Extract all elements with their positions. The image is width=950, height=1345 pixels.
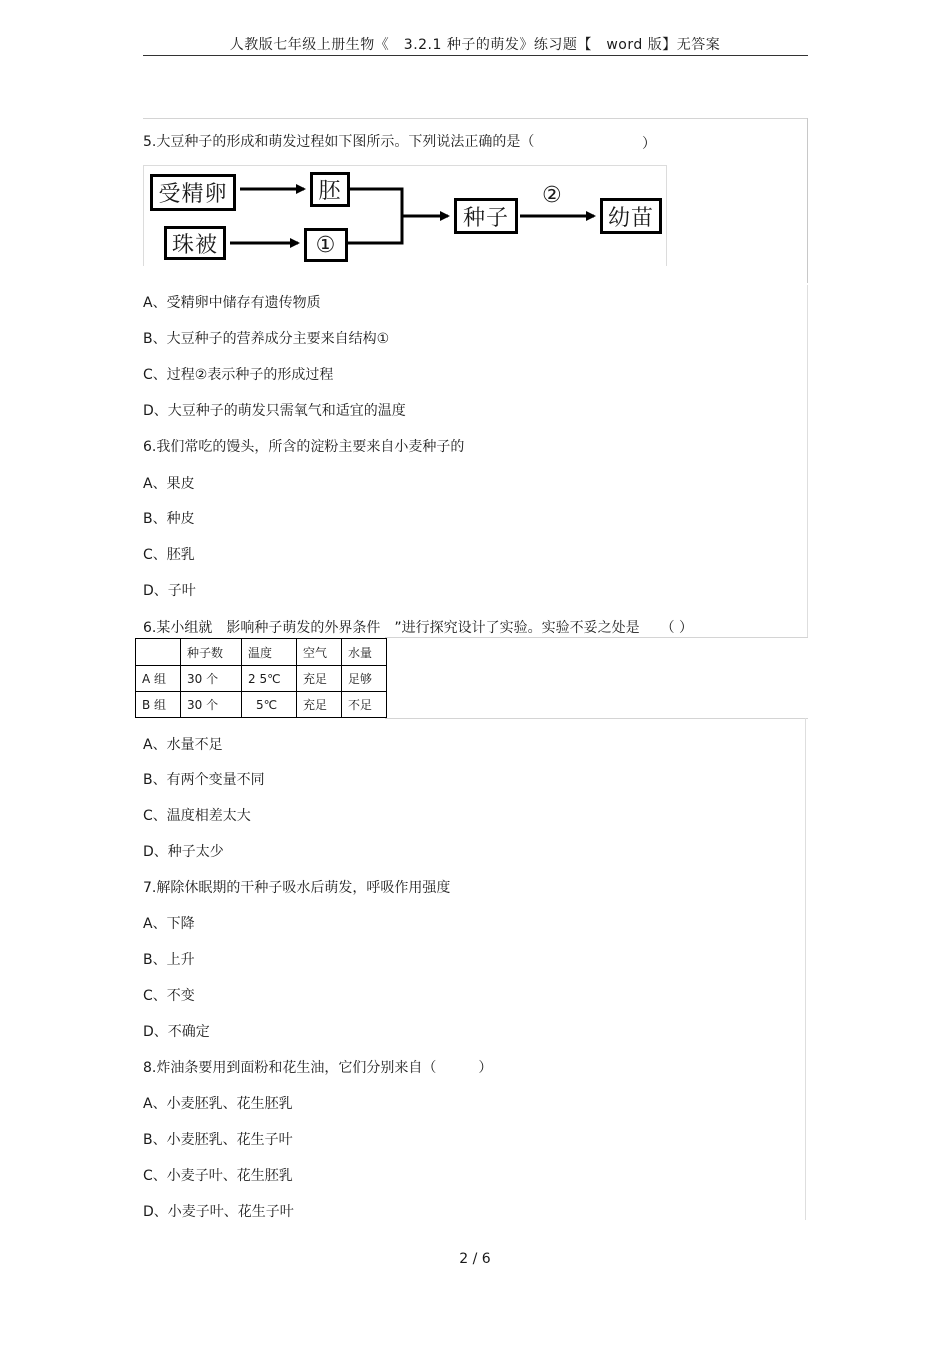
table-cell: 充足 xyxy=(297,666,342,692)
table-cell: 不足 xyxy=(342,692,387,718)
table-header-cell: 温度 xyxy=(242,639,297,666)
table-cell: A 组 xyxy=(136,666,181,692)
table-row xyxy=(136,666,387,692)
box-structure-1: ① xyxy=(304,228,348,262)
frame-line xyxy=(807,285,808,637)
question-8-option-c: C、小麦子叶、花生胚乳 xyxy=(143,1168,293,1184)
box-fertilized-egg: 受精卵 xyxy=(150,174,236,211)
table-header-cell: 种子数 xyxy=(181,639,242,666)
table-cell: 2 5℃ xyxy=(242,666,297,692)
question-8-option-d: D、小麦子叶、花生子叶 xyxy=(143,1204,294,1220)
table-cell: 30 个 xyxy=(181,666,242,692)
question-6a-option-b: B、种皮 xyxy=(143,511,195,527)
seed-formation-diagram xyxy=(143,165,667,266)
question-5-close-paren: ） xyxy=(642,136,656,152)
frame-line xyxy=(807,118,808,283)
box-seed: 种子 xyxy=(454,198,518,234)
frame-line xyxy=(385,637,808,638)
question-7-stem: 7.解除休眠期的干种子吸水后萌发，呼吸作用强度 xyxy=(143,880,451,896)
question-5-option-c: C、过程②表示种子的形成过程 xyxy=(143,367,334,383)
table-header-cell: 水量 xyxy=(342,639,387,666)
question-8-option-b: B、小麦胚乳、花生子叶 xyxy=(143,1132,293,1148)
bracket-connector xyxy=(348,189,402,243)
question-6b-option-b: B、有两个变量不同 xyxy=(143,772,265,788)
table-header-row xyxy=(136,639,387,666)
question-6b-stem: 6.某小组就 影响种子萌发的外界条件 ”进行探究设计了实验。实验不妥之处是 （ ） xyxy=(143,620,694,636)
question-5-option-d: D、大豆种子的萌发只需氧气和适宜的温度 xyxy=(143,403,406,419)
page-number: 2 / 6 xyxy=(459,1251,491,1267)
question-7-option-b: B、上升 xyxy=(143,952,195,968)
table-header-cell xyxy=(136,639,181,666)
box-integument: 珠被 xyxy=(164,226,226,260)
question-6a-option-c: C、胚乳 xyxy=(143,547,195,563)
frame-line xyxy=(805,718,806,1220)
question-6b-option-d: D、种子太少 xyxy=(143,844,224,860)
diagram-arrows xyxy=(144,166,666,266)
question-6a-option-a: A、果皮 xyxy=(143,476,195,492)
question-7-option-a: A、下降 xyxy=(143,916,195,932)
process-2-label: ② xyxy=(542,183,562,208)
table-cell: 30 个 xyxy=(181,692,242,718)
table-cell: B 组 xyxy=(136,692,181,718)
header-rule xyxy=(143,55,808,56)
question-8-option-a: A、小麦胚乳、花生胚乳 xyxy=(143,1096,293,1112)
question-7-option-c: C、不变 xyxy=(143,988,195,1004)
table-cell: 足够 xyxy=(342,666,387,692)
table-cell: 充足 xyxy=(297,692,342,718)
question-6a-option-d: D、子叶 xyxy=(143,583,196,599)
question-5-stem: 5.大豆种子的形成和萌发过程如下图所示。下列说法正确的是（ xyxy=(143,134,535,150)
table-cell: 5℃ xyxy=(242,692,297,718)
box-embryo: 胚 xyxy=(310,172,350,207)
question-7-option-d: D、不确定 xyxy=(143,1024,210,1040)
frame-line xyxy=(143,118,808,119)
question-8-stem: 8.炸油条要用到面粉和花生油，它们分别来自（ ） xyxy=(143,1060,493,1076)
question-6b-option-c: C、温度相差太大 xyxy=(143,808,251,824)
question-5-option-b: B、大豆种子的营养成分主要来自结构① xyxy=(143,331,390,347)
page-header: 人教版七年级上册生物《 3.2.1 种子的萌发》练习题【 word 版】无答案 xyxy=(229,37,721,53)
experiment-table xyxy=(135,638,387,718)
table-row xyxy=(136,692,387,718)
question-6b-option-a: A、水量不足 xyxy=(143,737,223,753)
table-header-cell: 空气 xyxy=(297,639,342,666)
frame-line xyxy=(385,718,808,719)
question-5-option-a: A、受精卵中储存有遗传物质 xyxy=(143,295,321,311)
question-6a-stem: 6.我们常吃的馒头，所含的淀粉主要来自小麦种子的 xyxy=(143,439,465,455)
box-seedling: 幼苗 xyxy=(600,198,662,234)
